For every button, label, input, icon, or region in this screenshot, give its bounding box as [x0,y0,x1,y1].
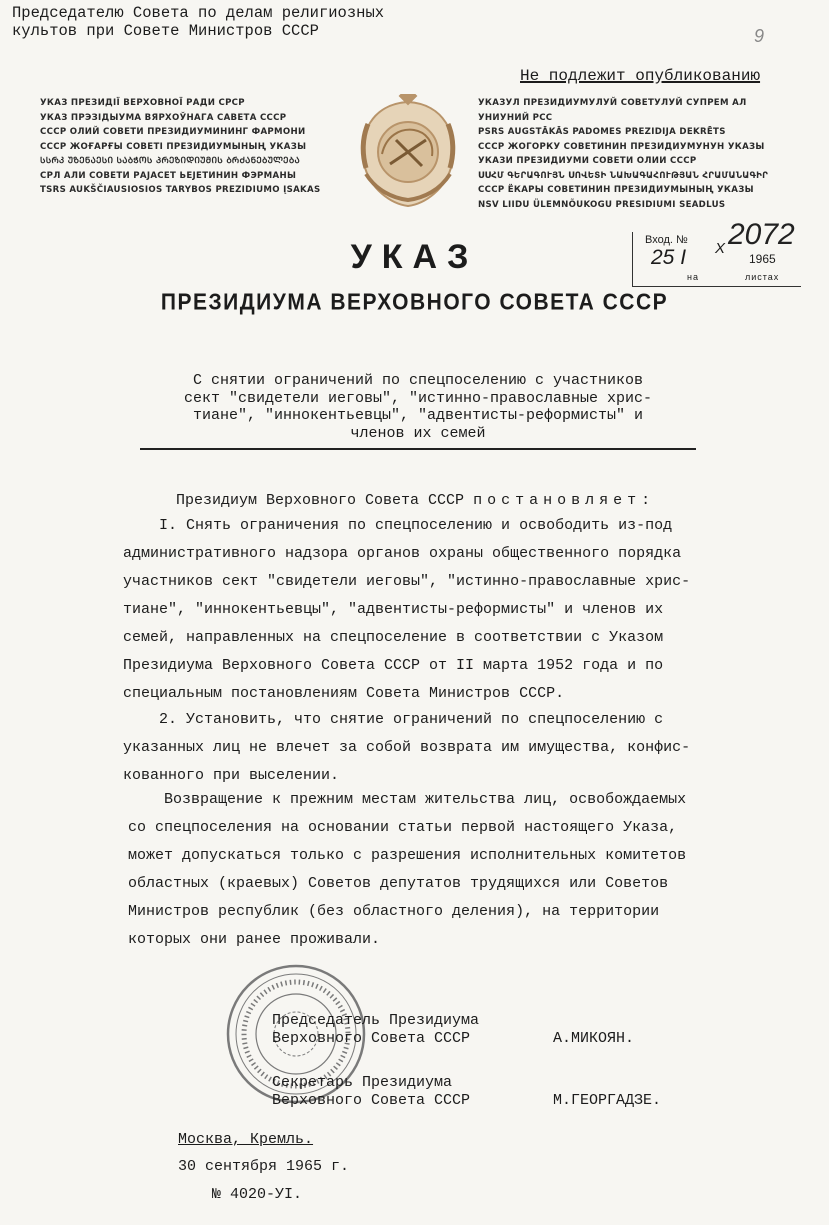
republic-titles-left [40,96,340,198]
republic-title: СРЛ АЛИ СОВЕТИ РАЈАСЕТ ЬЕЈЕТИНИН ФЭРМАНЫ [40,170,297,181]
republic-title: СССР ЖОГОРКУ СОВЕТИНИН ПРЕЗИДИУМУНУН УКАЗЫ [478,141,765,152]
subject-underline [140,448,696,450]
issue-date: 30 сентября 1965 г. [178,1158,350,1175]
republic-title: СССР ОЛИЙ СОВЕТИ ПРЕЗИДИУМИНИНГ ФАРМОНИ [40,127,306,137]
issue-place: Москва, Кремль. [178,1131,314,1148]
secretary-name: М.ГЕОРГАДЗЕ. [553,1092,662,1109]
subject-line: С снятии ограничений по спецпоселению с участников [192,372,644,389]
preamble-verb: постановляет: [473,492,656,509]
chairman-title: Председатель Президиума Верховного Совета СССР [272,1012,480,1047]
republic-title: ᲡᲡᲠᲙ ᲣᲖᲔᲜᲐᲔᲡᲘ ᲡᲐᲑᲭᲝᲡ ᲞᲠᲔᲖᲘᲓᲘᲣᲛᲘᲡ ᲑᲠᲫᲐᲜᲔᲑᲣᲚᲔᲑᲐ [40,156,300,166]
corner-page-mark: 9 [754,26,765,46]
republic-title: УКАЗУЛ ПРЕЗИДИУМУЛУЙ СОВЕТУЛУЙ СУПРЕМ АЛ УНИУНИЙ РСС [478,98,747,123]
addressee-block [12,4,384,40]
preamble-start: Президиум Верховного Совета СССР [176,492,474,509]
subject-line: членов их семей [350,424,486,442]
secretary-title: Секретарь Президиума Верховного Совета СССР [272,1074,471,1109]
preamble [176,487,655,515]
decree-subject [138,372,698,442]
document-subtitle: ПРЕЗИДИУМА ВЕРХОВНОГО СОВЕТА СССР [160,289,669,316]
stamp-date: 25 I [651,246,687,269]
republic-title: УКАЗИ ПРЕЗИДИУМИ СОВЕТИ ОЛИИ СССР [478,156,697,166]
subject-line: сект "свидетели иеговы", "истинно-православные хрис- [183,389,653,407]
republic-title: УКАЗ ПРЕЗИДІЇ ВЕРХОВНОЇ РАДИ СРСР [40,98,245,108]
addressee-line-2: культов при Совете Министров СССР [12,22,319,40]
stamp-sheets-prefix: на [687,272,699,282]
stamp-year: 1965 [749,252,776,266]
stamp-incoming-number: 2072 [728,218,795,251]
republic-title: СССР ЁКАРЫ СОВЕТИНИН ПРЕЗИДИУМЫНЫҢ УКАЗЫ [478,185,754,195]
decree-number: № 4020-УI. [212,1186,303,1203]
stamp-month: X [715,240,726,257]
republic-titles-right [478,96,778,212]
subject-line: тиане", "иннокентьевцы", "адвентисты-реформисты" и [192,407,644,424]
addressee-line-1: Председателю Совета по делам религиозных [12,4,385,22]
republic-title: NSV LIIDU ÜLEMNÕUKOGU PRESIDIUMI SEADLUS [478,199,726,210]
republic-title: PSRS AUGSTĀKĀS PADOMES PREZIDIJA DEKRĒTS [478,127,726,137]
ussr-emblem-icon [352,94,464,212]
item-2: 2. Установить, что снятие ограничений по спецпоселению с указанных лиц не влечет за собой возврата им имущества, конфис- кованного при выселении. [123,711,691,784]
stamp-sheets-label: листах [745,272,780,282]
item-1: I. Снять ограничения по спецпоселению и освободить из-под административного надзора органов охраны общественного порядка участников сект "свидетели иеговы", "истинно-православные хрис- тиане", "иннокентьевцы", "адвентисты-реформисты" и членов их семей, направленных на спецпоселение в соответствии с Указом Президиума Верховного Совета СССР от II марта 1952 года и по специальным постановлениям Совета Министров СССР. [123,517,691,702]
classification-note: Не подлежит опубликованию [520,67,761,85]
republic-title: УКАЗ ПРЭЗІДЫУМА ВЯРХОЎНАГА САВЕТА СССР [40,112,287,123]
item-3: Возвращение к прежним местам жительства лиц, освобождаемых со спецпоселения на основании статьи первой настоящего Указа, может допускаться только с разрешения исполнительных комитетов областных (краевых) Советов депутатов трудящихся или Советов Министров республик (без областного деления), на территории которых они ранее проживали. [128,791,687,948]
republic-title: СССР ЖОҒАРҒЫ СОВЕТІ ПРЕЗИДИУМЫНЫҢ УКАЗЫ [40,141,307,152]
chairman-name: А.МИКОЯН. [553,1030,635,1047]
stamp-incoming-label: Вход. № [645,234,688,246]
republic-title: TSRS AUKŠČIAUSIOSIOS TARYBOS PREZIDIUMO ĮSAKAS [40,185,321,195]
document-title: УКАЗ [350,238,479,276]
republic-title: ՍՍՀՄ ԳԵՐԱԳՈՒՅՆ ՍՈՎԵՏԻ ՆԱԽԱԳԱՀՈՒԹՅԱՆ ՀՐԱՄԱՆԱԳԻՐ [478,170,769,181]
